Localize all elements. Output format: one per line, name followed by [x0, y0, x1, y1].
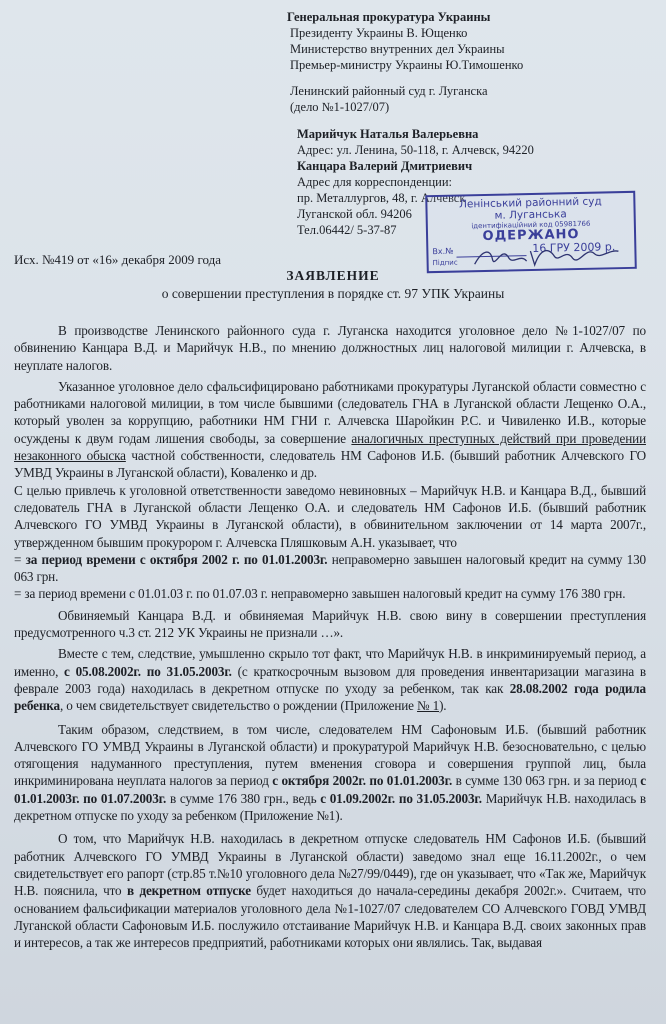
stamp-date: 16 ГРУ 2009 р. [532, 240, 616, 255]
paragraph-8-period-2: с 01.01.2003г. по 01.07.2003г. [14, 773, 646, 806]
paragraph-9 [14, 830, 646, 951]
document-title: ЗАЯВЛЕНИЕ [286, 268, 380, 283]
paragraph-8-text-a: Таким образом, следствием, в том числе, следователем НМ Сафоновым И.Б. (бывший работник Алчевского ГО УМВД Украины в Луганской области) и прокуратурой Марийчук Н.В. безосновательно, с целью отягощения надуманного преступления, путем вменения сговора и совершения группой лиц, была инкриминирована неуплата налогов за период [14, 721, 646, 789]
sender-name-2: Канцара Валерий Дмитриевич [297, 159, 473, 173]
stamp-received: ОДЕРЖАНО [482, 226, 580, 245]
sender-phone: Тел.06442/ 5-37-87 [297, 223, 397, 237]
stamp-city: м. Луганська [494, 208, 567, 222]
stamp-incoming-label: Вх.№ [432, 246, 454, 257]
paragraph-7 [14, 645, 646, 714]
stamp-signature [468, 237, 629, 270]
paragraph-7-text-g: ). [439, 698, 447, 714]
paragraph-4-period: за период времени с октября 2002 г. по 01.01.2003г. [25, 551, 328, 567]
paragraph-7-text-a: Вместе с тем, следствие, умышленно скрыло тот факт, что Марийчук Н.В. в инкриминируемый период, а именно, [14, 646, 646, 679]
paragraph-8-period-1: с октября 2002г. по 01.01.2003г. [272, 773, 453, 789]
paragraph-2 [14, 378, 646, 482]
paragraph-4-prefix: = [14, 551, 26, 567]
sender-name-1: Марийчук Наталья Валерьевна [297, 127, 479, 141]
paragraph-7-appendix: № 1 [417, 698, 440, 714]
addressee-president: Президенту Украины В. Ющенко [290, 26, 468, 40]
addressee-premier: Премьер-министру Украины Ю.Тимошенко [290, 58, 524, 72]
sender-address-1: Адрес: ул. Ленина, 50-118, г. Алчевск, 94220 [297, 143, 534, 157]
document-body [14, 322, 646, 951]
addressee-ministry: Министерство внутренних дел Украины [290, 42, 505, 56]
outgoing-number: Исх. №419 от «16» декабря 2009 года [14, 252, 222, 267]
paragraph-4-rest: неправомерно завышен налоговый кредит на сумму 130 063 грн. [14, 551, 646, 585]
corr-region: Луганской обл. 94206 [297, 207, 412, 221]
paragraph-3: С целью привлечь к уголовной ответственности заведомо невиновных – Марийчук Н.В. и Канцара В.Д., бывший следователь ГНА в Луганской области Лещенко О.А. и следователь НМ Сафонов И.Б. (бывший работник Алчевского ГО УМВД Украины в Луганской области), в обвинительном заключении от 14 марта 2007г., утвержденном бывшим прокурором г. Алчевска Пляшковым А.Н. указывает, что [14, 482, 646, 550]
stamp-sign-label: Підпис [432, 258, 458, 268]
corr-label: Адрес для корреспонденции: [297, 175, 453, 189]
paragraph-9-text-c: будет находиться до начала-середины декабря 2002г.». Считаем, что основанием фальсификации материалов уголовного дела №1-1027/07 следователем СО Алчевского ГОВД УМВД Луганской области Сафоновым И.Б. послужило отстаивание Марийчук Н.В. и Канцара В.Д. своих законных прав и интересов, а так же интересов предприятий, работниками которых они являлись. Так, выдавая [14, 883, 646, 951]
paragraph-7-text-e: , о чем свидетельствует свидетельство о рождении (Приложение [60, 698, 418, 714]
stamp-id-code: ідентифікаційний код 05981766 [471, 219, 591, 231]
paragraph-6: Обвиняемый Канцара В.Д. и обвиняемая Марийчук Н.В. свою вину в совершении преступления предусмотренного ч.3 ст. 212 УК Украины не признали …». [14, 607, 646, 641]
paragraph-9-leave: в декретном отпуске [126, 883, 251, 899]
paragraph-8-period-3: с 01.09.2002г. по 31.05.2003г. [320, 790, 482, 806]
paragraph-2-text-b: частной собственности, следователь НМ Сафонов И.Б. (бывший работник Алчевского ГО УМВД Украины в Луганской области), Коваленко и др. [14, 448, 646, 481]
paragraph-8-text-g: Марийчук Н.В. находилась в декретном отпуске по уходу за ребенком (Приложение №1). [14, 790, 646, 824]
case-number: (дело №1-1027/07) [290, 100, 390, 114]
paragraph-7-text-c: (с краткосрочным вызовом для проведения инвентаризации магазина в феврале 2003 года) находилась в декретном отпуске по уходу за ребенком, так как [14, 663, 646, 696]
court-received-stamp [425, 191, 637, 273]
paragraph-1: В производстве Ленинского районного суда г. Луганска находится уголовное дело №1-1027/07 по обвинению Канцара В.Д. и Марийчук Н.В., по мнению должностных лиц налоговой милиции г. Алчевска, в неуплате налогов. [14, 323, 646, 373]
addressee-prosecutor: Генеральная прокуратура Украины [287, 10, 491, 24]
paragraph-7-birth-date: 28.08.2002 года родила ребенка [14, 680, 646, 714]
paragraph-8 [14, 721, 646, 825]
document-subtitle: о совершении преступления в порядке ст. 97 УПК Украины [161, 286, 505, 301]
paragraph-4 [14, 551, 646, 586]
corr-street: пр. Металлургов, 48, г. Алчевск [297, 191, 466, 205]
paragraph-2-underlined: аналогичных преступных действий при проведении незаконного обыска [14, 430, 646, 464]
paragraph-5: = за период времени с 01.01.03 г. по 01.07.03 г. неправомерно завышен налоговый кредит на сумму 176 380 грн. [14, 586, 626, 602]
paragraph-7-period: с 05.08.2002г. по 31.05.2003г. [64, 663, 232, 679]
paragraph-2-text-a: Указанное уголовное дело сфальсифицировано работниками прокуратуры Луганской области совместно с работниками налоговой милиции, в том числе бывшими (следователь ГНА в Луганской области Лещенко О.А., который уволен за коррупцию, работники НМ ГНИ г. Алчевска Шаройкин Р.С. и Чивиленко И.В., которые осуждены к двум годам лишения свободы, за совершение [14, 378, 646, 446]
paragraph-9-text-a: О том, что Марийчук Н.В. находилась в декретном отпуске следователь НМ Сафонов И.Б. (бывший работник Алчевского ГО УМВД Украины в Луганской области) заведомо знал еще 16.11.2002г., о чем свидетельствует его рапорт (стр.85 т.№10 уголовного дела №27/99/0449), где он указывает, что «Так же, Марийчук Н.В. пояснила, что [14, 831, 646, 899]
paragraph-8-text-c: в сумме 130 063 грн. и за период [452, 773, 641, 789]
stamp-court-name: Ленінський районний суд [458, 195, 602, 211]
paragraph-8-text-e: в сумме 176 380 грн., ведь [166, 790, 321, 806]
court-name: Ленинский районный суд г. Луганска [290, 84, 488, 98]
